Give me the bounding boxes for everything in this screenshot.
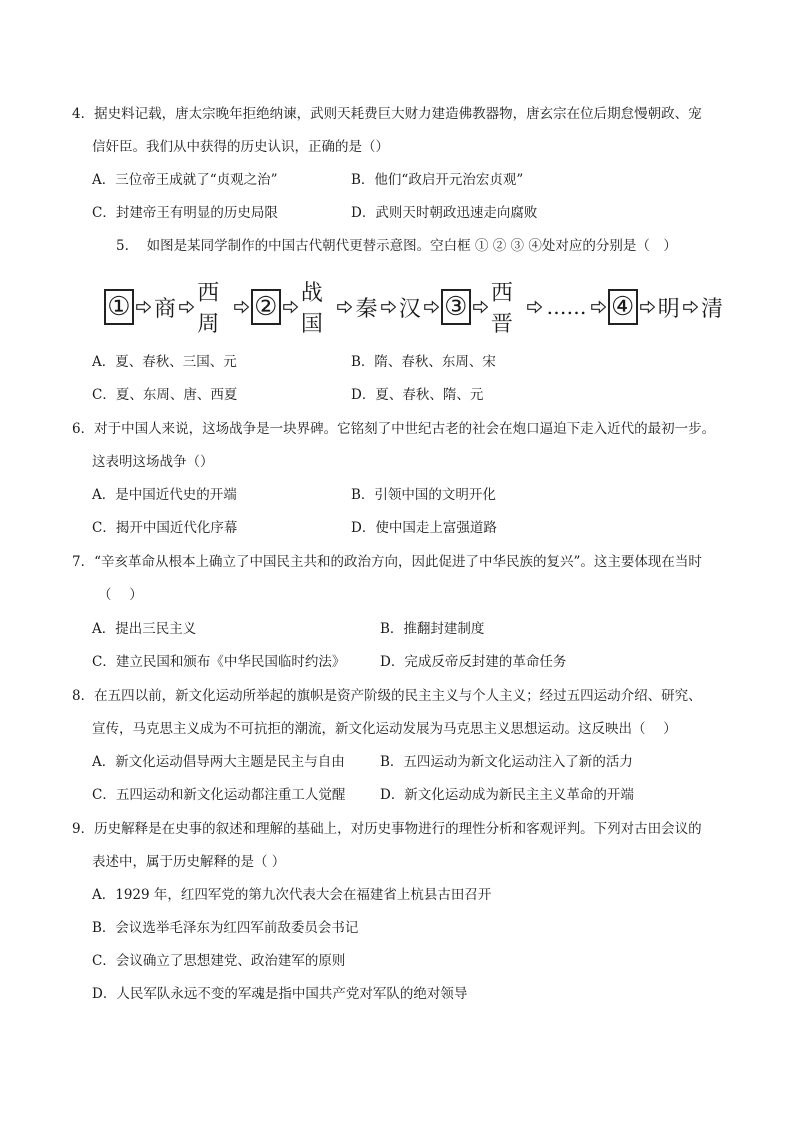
ellipsis: …… bbox=[546, 295, 587, 319]
dynasty-shang: 商 bbox=[154, 296, 177, 322]
q8-option-c[interactable]: C．五四运动和新文化运动都注重工人觉醒 bbox=[92, 787, 346, 803]
q4-option-b[interactable]: B．他们“政启开元治宏贞观” bbox=[351, 172, 524, 188]
dynasty-western-zhou: 西周 bbox=[197, 281, 220, 337]
q9-stem-line2: 表述中，属于历史解释的是（ ） bbox=[92, 854, 286, 870]
q9-option-b[interactable]: B．会议选举毛泽东为红四军前敌委员会书记 bbox=[92, 920, 359, 936]
q8-option-d[interactable]: D．新文化运动成为新民主主义革命的开端 bbox=[380, 787, 634, 803]
q5-option-a[interactable]: A．夏、春秋、三国、元 bbox=[92, 354, 237, 370]
blank-box-4: ④ bbox=[608, 289, 638, 325]
q4-stem-line1: 4．据史料记载，唐太宗晚年拒绝纳谏，武则天耗费巨大财力建造佛教器物，唐玄宗在位后期怠慢朝政、宠 bbox=[72, 106, 702, 122]
q6-option-c[interactable]: C．揭开中国近代化序幕 bbox=[92, 520, 238, 536]
arrow-icon bbox=[283, 299, 298, 315]
q7-option-b[interactable]: B．推翻封建制度 bbox=[380, 621, 485, 637]
arrow-icon bbox=[527, 299, 542, 315]
arrow-icon bbox=[381, 299, 396, 315]
dynasty-western-jin: 西晋 bbox=[490, 281, 513, 337]
q9-stem-line1: 9．历史解释是在史事的叙述和理解的基础上，对历史事物进行的理性分析和客观评判。下列对古田会议的 bbox=[72, 821, 702, 837]
dynasty-qin: 秦 bbox=[355, 296, 378, 322]
q5-option-b[interactable]: B．隋、春秋、东周、宋 bbox=[351, 354, 496, 370]
q6-option-d[interactable]: D．使中国走上富强道路 bbox=[351, 520, 497, 536]
q6-option-a[interactable]: A．是中国近代史的开端 bbox=[92, 487, 237, 503]
q4-option-a[interactable]: A．三位帝王成就了“贞观之治” bbox=[92, 172, 278, 188]
arrow-icon bbox=[640, 299, 655, 315]
arrow-icon bbox=[473, 299, 488, 315]
arrow-icon bbox=[424, 299, 439, 315]
q4-option-c[interactable]: C．封建帝王有明显的历史局限 bbox=[92, 205, 278, 221]
arrow-icon bbox=[136, 299, 151, 315]
q6-option-b[interactable]: B．引领中国的文明开化 bbox=[351, 487, 496, 503]
blank-box-3: ③ bbox=[441, 289, 471, 325]
q8-stem-line1: 8．在五四以前，新文化运动所举起的旗帜是资产阶级的民主主义与个人主义；经过五四运动介绍、研究、 bbox=[72, 688, 702, 704]
dynasty-qing: 清 bbox=[700, 296, 723, 322]
dynasty-han: 汉 bbox=[398, 296, 421, 322]
q5-stem: 5. 如图是某同学制作的中国古代朝代更替示意图。空白框 ① ② ③ ④处对应的分别是（ ） bbox=[116, 238, 677, 254]
q7-option-d[interactable]: D．完成反帝反封建的革命任务 bbox=[380, 654, 567, 670]
dynasty-flow-diagram bbox=[104, 281, 724, 337]
q6-stem-line1: 6．对于中国人来说，这场战争是一块界碑。它铭刻了中世纪古老的社会在炮口逼迫下走入近代的最初一步。 bbox=[72, 421, 716, 437]
blank-box-1: ① bbox=[104, 289, 134, 325]
q6-stem-line2: 这表明这场战争（） bbox=[92, 454, 214, 470]
q8-stem-line2: 宣传，马克思主义成为不可抗拒的潮流，新文化运动发展为马克思主义思想运动。这反映出（ ） bbox=[92, 721, 677, 737]
q5-option-c[interactable]: C．夏、东周、唐、西夏 bbox=[92, 387, 238, 403]
q7-stem-line1: 7．“辛亥革命从根本上确立了中国民主共和的政治方向，因此促进了中华民族的复兴”。这主要体现在当时 bbox=[72, 554, 702, 570]
q7-option-c[interactable]: C．建立民国和颁布《中华民国临时约法》 bbox=[92, 654, 346, 670]
q7-stem-line2: （ ） bbox=[98, 587, 143, 603]
arrow-icon bbox=[179, 299, 194, 315]
arrow-icon bbox=[683, 299, 698, 315]
arrow-icon bbox=[234, 299, 249, 315]
blank-box-2: ② bbox=[251, 289, 281, 325]
dynasty-ming: 明 bbox=[657, 296, 680, 322]
q9-option-d[interactable]: D．人民军队永远不变的军魂是指中国共产党对军队的绝对领导 bbox=[92, 986, 468, 1002]
q9-option-c[interactable]: C．会议确立了思想建党、政治建军的原则 bbox=[92, 953, 346, 969]
q8-option-b[interactable]: B．五四运动为新文化运动注入了新的活力 bbox=[380, 754, 633, 770]
arrow-icon bbox=[591, 299, 606, 315]
q8-option-a[interactable]: A．新文化运动倡导两大主题是民主与自由 bbox=[92, 754, 345, 770]
q5-option-d[interactable]: D．夏、春秋、隋、元 bbox=[351, 387, 484, 403]
q9-option-a[interactable]: A．1929 年，红四军党的第九次代表大会在福建省上杭县古田召开 bbox=[92, 887, 492, 903]
q7-option-a[interactable]: A．提出三民主义 bbox=[92, 621, 197, 637]
arrow-icon bbox=[337, 299, 352, 315]
dynasty-warring-states: 战国 bbox=[300, 281, 323, 337]
q4-stem-line2: 信奸臣。我们从中获得的历史认识，正确的是（） bbox=[92, 139, 389, 155]
q4-option-d[interactable]: D．武则天时朝政迅速走向腐败 bbox=[351, 205, 538, 221]
